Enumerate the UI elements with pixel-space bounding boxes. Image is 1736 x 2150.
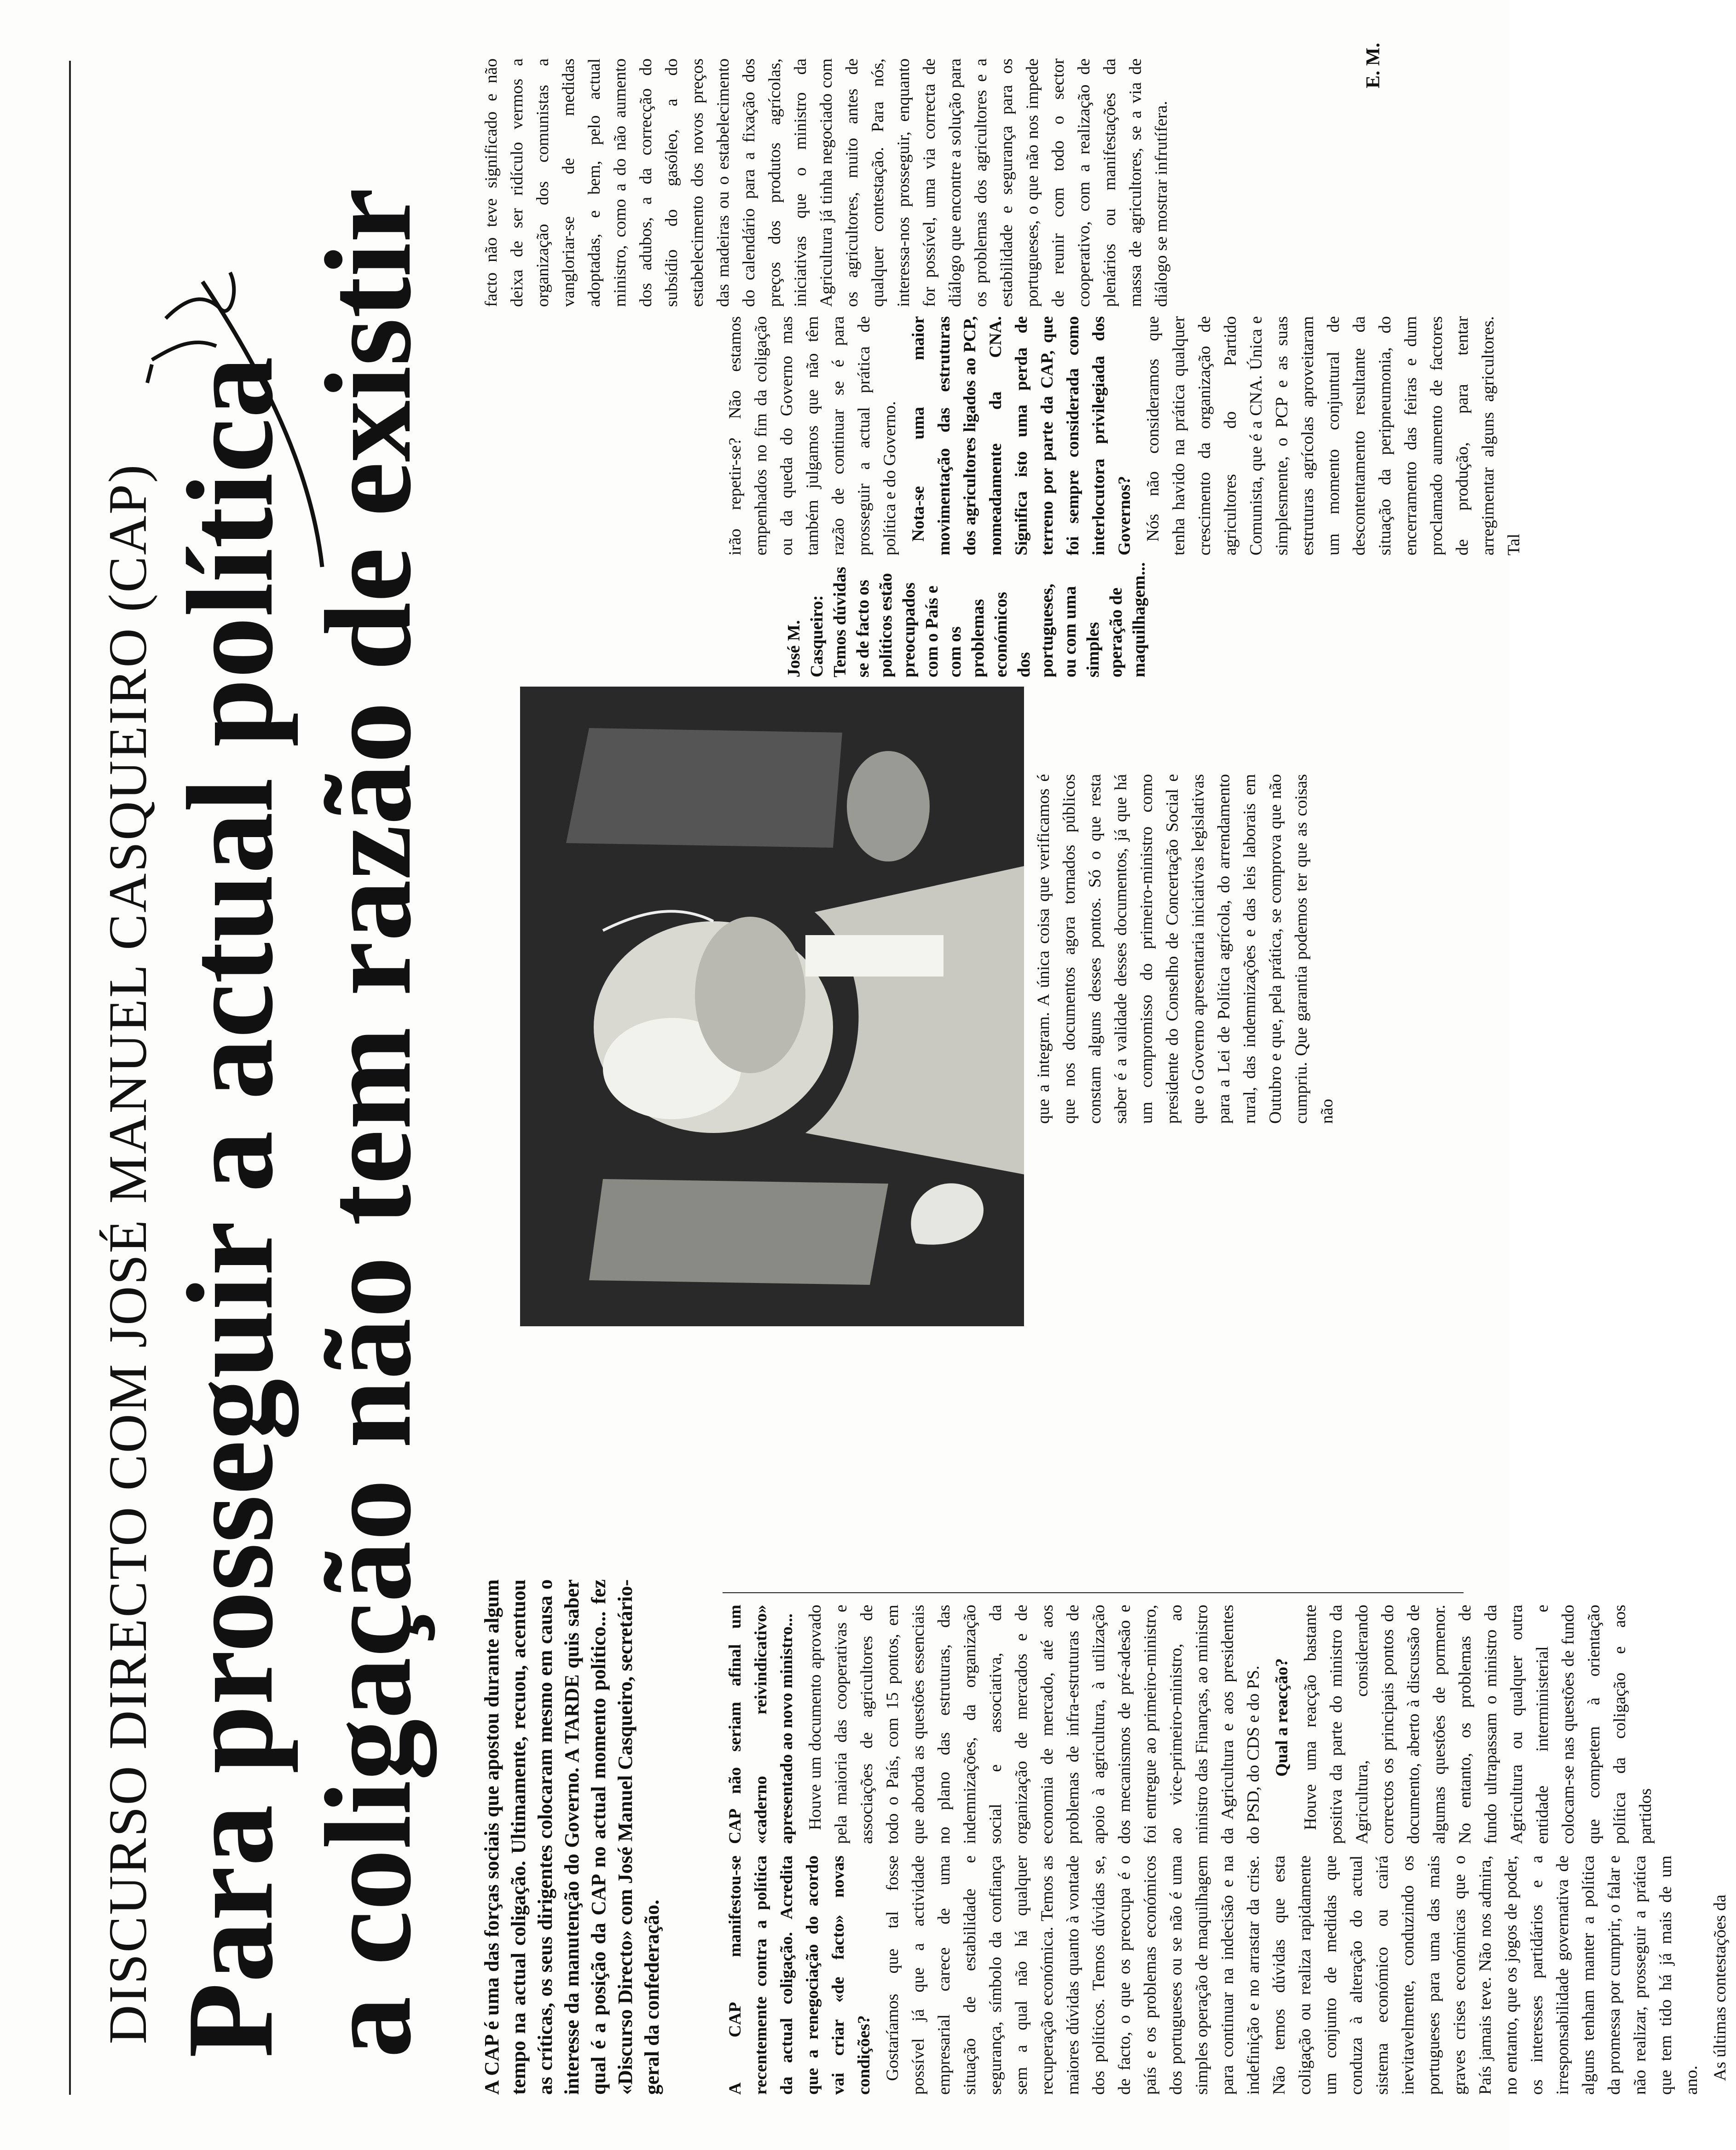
question-4: Nota-se uma maior movimentação das estruturas dos agricultores ligados ao PCP, nomeadamente da CNA. Significa isto uma perda de terreno por parte da CAP, que foi sempre considerada como interlocutora privilegiada dos Governos?	[909, 316, 1134, 555]
column-3-paragraph: que a integram. A única coisa que verificamos é que nos documentos agora tornados públicos constam alguns desses pontos. Só o que resta saber é a validade desses documentos, já que há um compromisso do primeiro-ministro como presidente do Conselho de Concertação Social e que o Governo apresentaria iniciativas legislativas para a Lei de Política agrícola, do arrendamento rural, das indemnizações e das leis laborais em Outubro e que, pela prática, se comprova que não cumpriu. Que garantia podemos ter que as coisas não	[1034, 774, 1337, 1124]
column-1-text	[723, 1855, 1736, 2095]
answer-2: Houve um documento aprovado pela maioria das cooperativas e associações de agricultores de todo o País, com 15 pontos, em que aborda as questões essenciais no plano das estruturas, das indemnizações, da organização social e associativa, da organização de mercados e de economia de mercado, até aos problemas de infra-estruturas de apoio à agricultura, à utilização dos mecanismos de pré-adesão e foi entregue ao primeiro-ministro, ao vice-primeiro-ministro, ao ministro das Finanças, ao ministro da Agricultura e aos presidentes do PSD, do CDS e do PS.	[806, 1605, 1263, 1844]
column-4-paragraph: irão repetir-se? Não estamos empenhados no fim da coligação ou da queda do Governo mas também julgamos que não têm razão de continuar se é para prosseguir a actual prática de política e do Governo.	[726, 316, 899, 555]
kicker: DISCURSO DIRECTO COM JOSÉ MANUEL CASQUEIRO (CAP)	[98, 463, 158, 2044]
answer-3: Houve uma reacção bastante positiva da parte do ministro da Agricultura, considerando correctos os principais pontos do documento, aberto à discussão de algumas questões de pormenor. No entanto, os problemas de fundo ultrapassam o ministro da Agricultura ou qualquer outra entidade interministerial e colocam-se nas questões de fundo que competem à orientação política da coligação e aos partidos	[1301, 1605, 1655, 1844]
answer-1-tail: As últimas contestações da	[1711, 1894, 1730, 2081]
question-1: A CAP manifestou-se recentemente contra a política da actual coligação. Acredita que a renegociação do acordo vai criar «de facto» novas condições?	[726, 1855, 874, 2095]
handwritten-annotation	[138, 254, 341, 576]
column-5-text	[479, 58, 1177, 307]
column-4-text	[723, 316, 1530, 555]
lead-paragraph: A CAP é uma das forças sociais que apostou durante algum tempo na actual coligação. Ultimamente, recuou, acentuou as críticas, os seus dirigentes colocaram mesmo em causa o interesse da manutenção do Governo. A TARDE quis saber qual é a posição da CAP no actual momento político... fez «Discurso Directo» com José Manuel Casqueiro, secretário-geral da confederação.	[480, 1579, 663, 2095]
headline-line-1: Para prosseguir a actual política	[162, 356, 298, 2058]
photo-casqueiro	[520, 687, 1024, 1326]
column-3-text	[1031, 774, 1343, 1124]
headline-line-2: a coligação não tem razão de existir	[300, 188, 436, 2058]
column-2-text	[723, 1605, 1661, 1844]
top-rule	[69, 61, 71, 2095]
answer-4: Nós não consideramos que tenha havido na prática qualquer crescimento da organização de agricultores do Partido Comunista, que é a CNA. Única e simplesmente, o PCP e as suas estruturas agrícolas aproveitaram um momento conjuntural de descontentamento resultante da situação da peripneumonia, do encerramento das feiras e dum proclamado aumento de factores de produção, para tentar arregimentar alguns agricultores. Tal	[1144, 316, 1523, 555]
column-rule	[723, 1592, 1464, 1593]
answer-1: Gostaríamos que tal fosse possível já que a actividade empresarial carece de uma situação de estabilidade e segurança, símbolo da confiança sem a qual não há qualquer recuperação económica. Temos as maiores dúvidas quanto à vontade dos políticos. Temos dúvidas se, de facto, o que os preocupa é o país e os problemas económicos dos portugueses ou se não é uma simples operação de maquilhagem para continuar na indecisão e na indefinição e no arrastar da crise. Não temos dúvidas que esta coligação ou realiza rapidamente um conjunto de medidas que conduza à alteração do actual sistema económico ou cairá inevitavelmente, conduzindo os portugueses para uma das mais graves crises económicas que o País jamais teve. Não nos admira, no entanto, que os jogos de poder, os interesses partidários e a irresponsabilidade governativa de alguns tenham manter a política da promessa por cumprir, o falar e não realizar, prosseguir a prática que tem tido há já mais de um ano.	[883, 1855, 1701, 2095]
question-2: CAP não seriam afinal um «caderno reivindicativo» apresentado ao novo ministro...	[726, 1605, 796, 1844]
photo-image	[520, 687, 1024, 1326]
subhead-reaction: Qual a reacção?	[1273, 1658, 1291, 1777]
photo-caption: José M. Casqueiro: Temos dúvidas se de facto os políticos estão preocupados com o País e com os problemas económicos dos portugueses, ou com uma simples operação de maquilhagem...	[784, 562, 1149, 677]
author-signature: E. M.	[1363, 42, 1384, 88]
column-5-paragraph: facto não teve significado e não deixa de ser ridículo vermos a organização dos comunistas a vangloriar-se de medidas adoptadas, e bem, pelo actual ministro, como a do não aumento dos adubos, a da correcção do subsídio do gasóleo, a do estabelecimento dos novos preços das madeiras ou o estabelecimento do calendário para a fixação dos preços dos produtos agrícolas, iniciativas que o ministro da Agricultura já tinha negociado com os agricultores, muito antes de qualquer contestação. Para nós, interessa-nos prosseguir, enquanto for possível, uma via correcta de diálogo que encontre a solução para os problemas dos agricultores e a estabilidade e segurança para os portugueses, o que não nos impede de reunir com todo o sector cooperativo, com a realização de plenários ou manifestações da massa de agricultores, se a via de diálogo se mostrar infrutífera.	[482, 58, 1171, 307]
